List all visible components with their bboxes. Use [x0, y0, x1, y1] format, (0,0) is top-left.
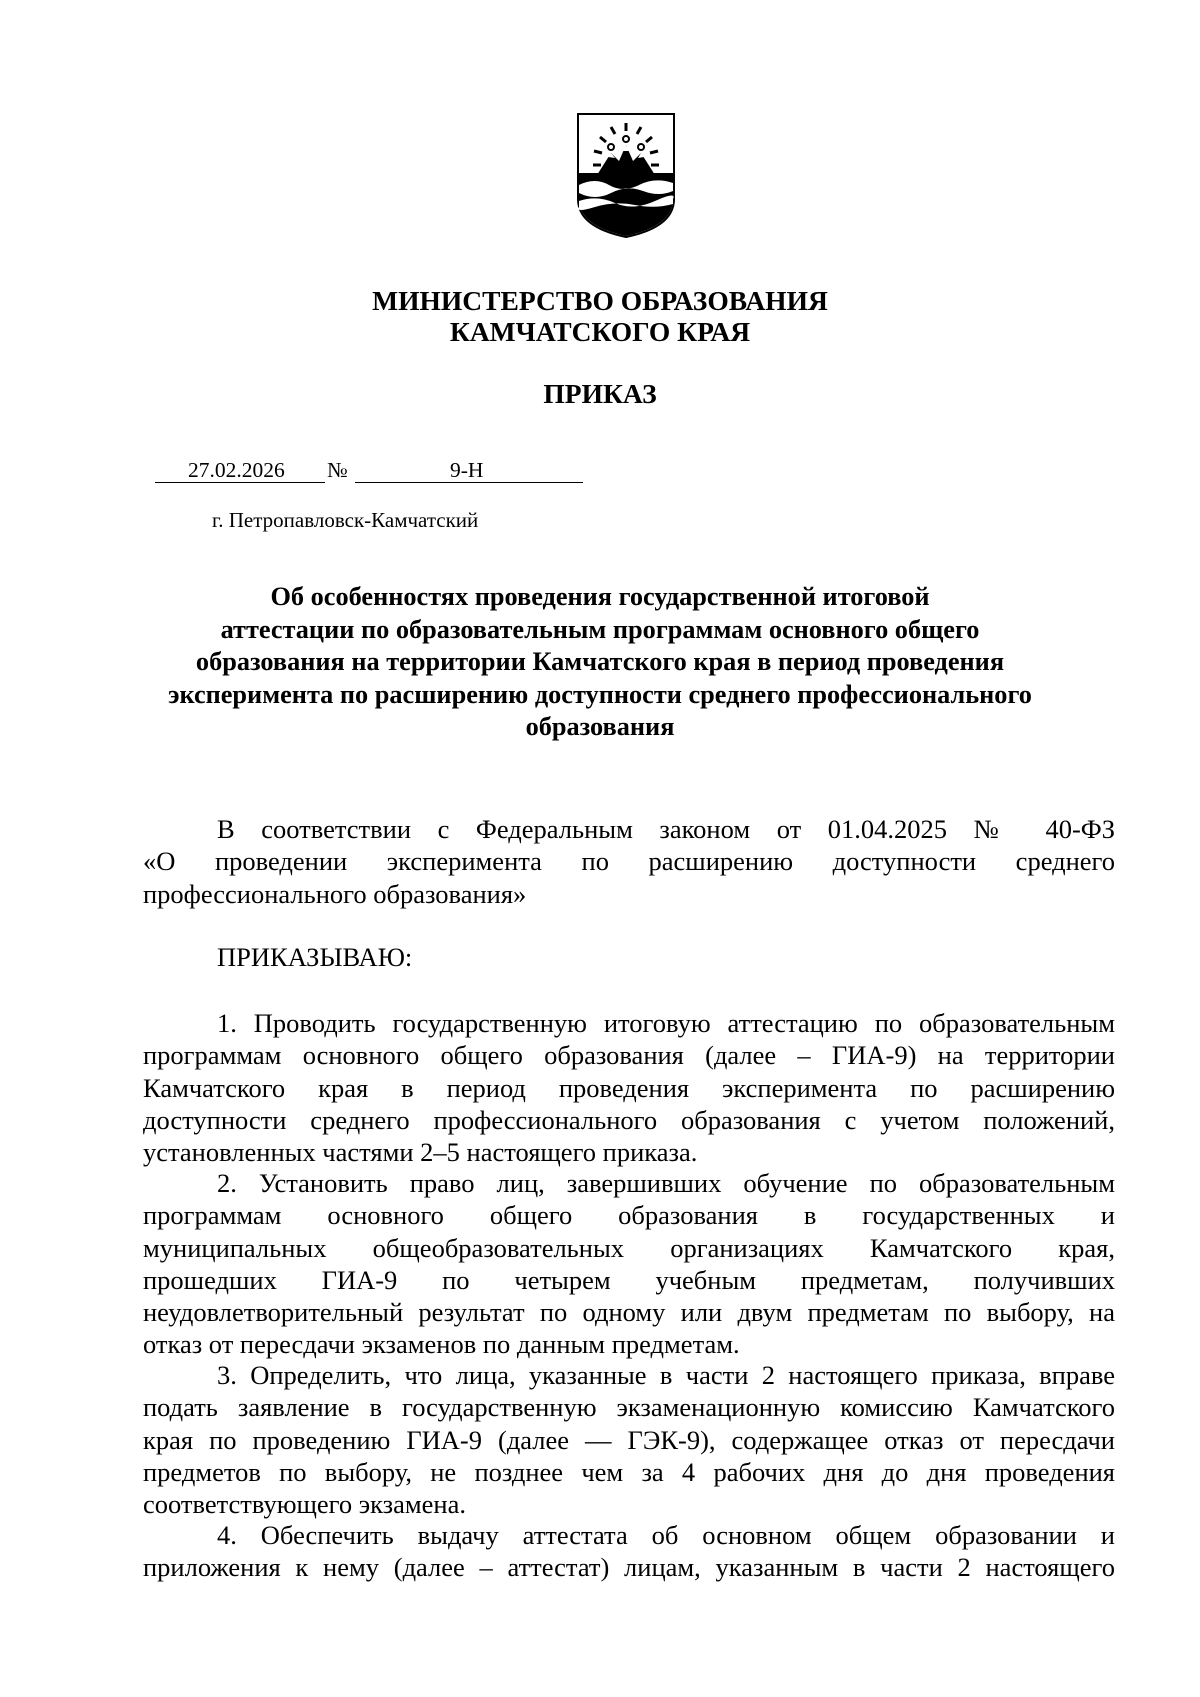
text-line: 2. Установить право лиц, завершивших обучение по образовательным	[217, 1168, 1115, 1198]
document-date: 27.02.2026	[188, 458, 285, 482]
text-line: предметов по выбору, не позднее чем за 4 рабочих дня до дня проведения	[143, 1456, 1115, 1487]
document-number: 9-Н	[450, 458, 484, 482]
text-line: Камчатского края в период проведения эксперимента по расширению	[143, 1072, 1115, 1103]
subject-line: эксперимента по расширению доступности среднего профессионального	[168, 679, 1032, 709]
text-line: программам основного общего образования (далее – ГИА-9) на территории	[143, 1040, 1115, 1071]
number-sign: №	[327, 458, 348, 482]
text-line: отказ от пересдачи экзаменов по данным предметам.	[143, 1329, 740, 1360]
document-subject	[150, 581, 1050, 744]
subject-line: аттестации по образовательным программам основного общего	[220, 614, 980, 644]
text-line: прошедших ГИА-9 по четырем учебным предметам, получивших	[143, 1264, 1115, 1295]
document-type-title: ПРИКАЗ	[543, 378, 657, 409]
ministry-name-line2: КАМЧАТСКОГО КРАЯ	[449, 316, 751, 347]
subject-line: образования на территории Камчатского края в период проведения	[195, 647, 1005, 676]
text-line: неудовлетворительный результат по одному или двум предметам по выбору, на	[143, 1297, 1115, 1328]
text-line: профессионального образования»	[143, 878, 527, 909]
text-line: соответствующего экзамена.	[143, 1489, 466, 1520]
text-line: 1. Проводить государственную итоговую аттестацию по образовательным	[217, 1008, 1115, 1038]
text-line: подать заявление в государственную экзаменационную комиссию Камчатского	[143, 1392, 1115, 1423]
text-line: муниципальных общеобразовательных организациях Камчатского края,	[143, 1232, 1115, 1263]
coat-of-arms-emblem	[575, 111, 677, 239]
text-line: 3. Определить, что лица, указанные в части 2 настоящего приказа, вправе	[217, 1360, 1115, 1390]
preamble-paragraph	[143, 813, 1115, 910]
ministry-name-line1: МИНИСТЕРСТВО ОБРАЗОВАНИЯ	[372, 285, 828, 316]
text-line: 4. Обеспечить выдачу аттестата об основном общем образовании и	[217, 1520, 1115, 1550]
text-line: «О проведении эксперимента по расширению доступности среднего	[143, 846, 1115, 877]
order-item-3	[143, 1359, 1115, 1520]
subject-line: Об особенностях проведения государственной итоговой	[270, 582, 930, 611]
text-line: доступности среднего профессионального образования с учетом положений,	[143, 1104, 1115, 1135]
text-line: приложения к нему (далее – аттестат) лицам, указанным в части 2 настоящего	[143, 1552, 1115, 1583]
order-item-2	[143, 1167, 1115, 1361]
order-word: ПРИКАЗЫВАЮ:	[217, 942, 413, 972]
subject-line: образования	[525, 712, 675, 741]
order-item-4	[143, 1519, 1115, 1584]
text-line: края по проведению ГИА-9 (далее — ГЭК-9), содержащее отказ от пересдачи	[143, 1424, 1115, 1455]
order-item-1	[143, 1007, 1115, 1168]
text-line: В соответствии с Федеральным законом от 01.04.2025 № 40-ФЗ	[217, 814, 1115, 844]
text-line: программам основного общего образования в государственных и	[143, 1200, 1115, 1231]
city-of-issue: г. Петропавловск-Камчатский	[212, 508, 479, 532]
text-line: установленных частями 2–5 настоящего приказа.	[143, 1137, 698, 1168]
